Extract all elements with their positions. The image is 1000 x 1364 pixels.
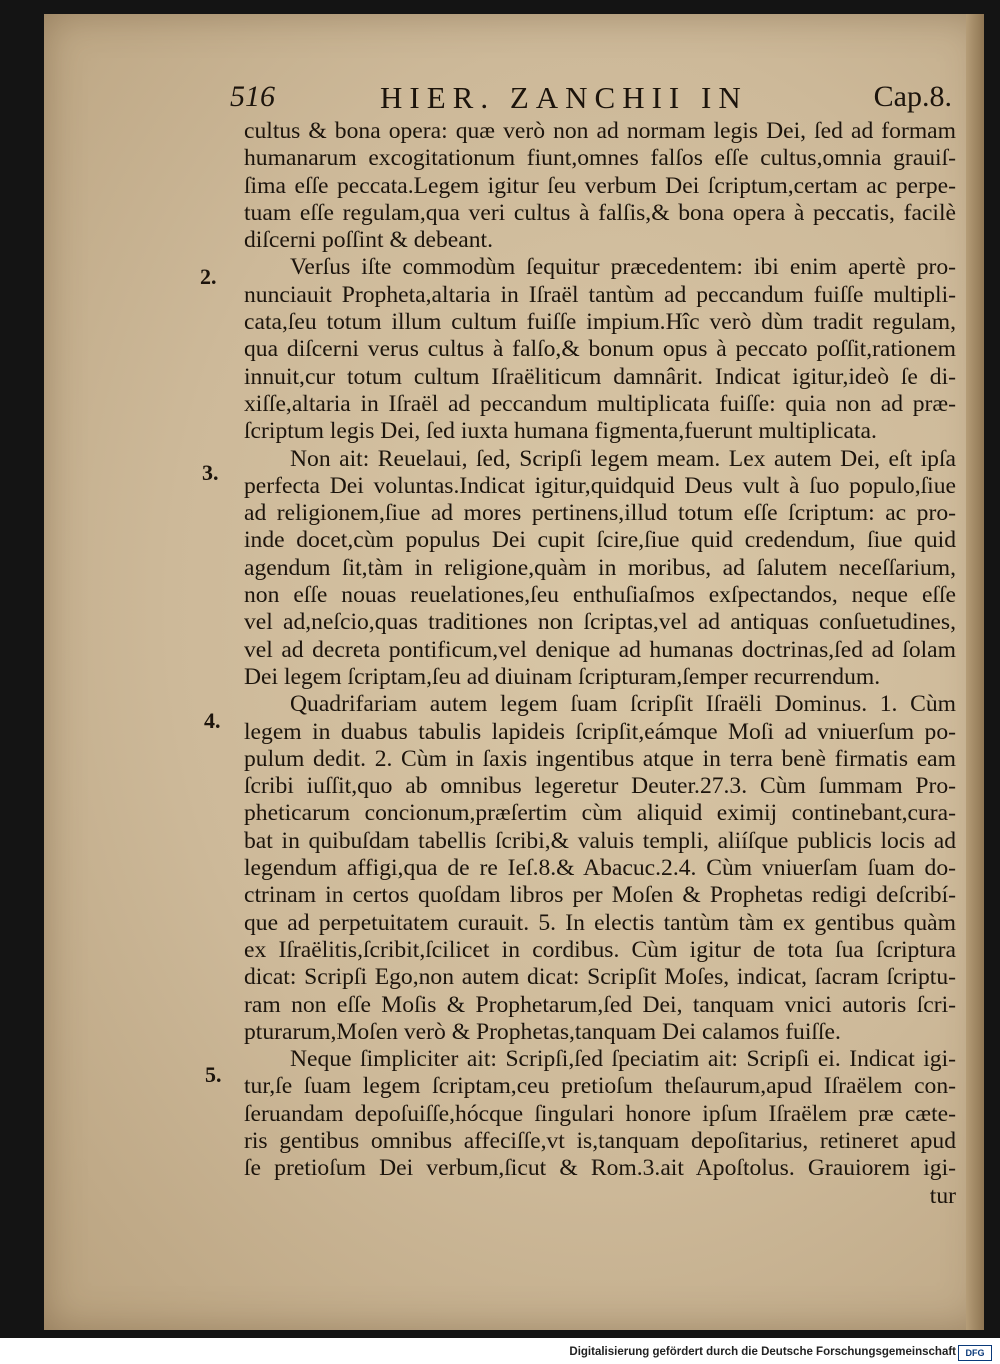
- text-line: ſe pretioſum Dei verbum,ſicut & Rom.3.ait Apoſtolus. Grauiorem igi-: [244, 1155, 956, 1182]
- running-title: HIER. ZANCHII IN: [380, 80, 748, 115]
- text-line: bat in quibuſdam tabellis ſcribi,& valuis templi, aliíſque publicis locis ad: [244, 827, 956, 854]
- text-line: qua diſcerni verus cultus à falſo,& bonum opus à peccato poſſit,rationem: [244, 336, 956, 363]
- text-line: ex Iſraëlitis,ſcribit,ſcilicet in cordibus. Cùm igitur de tota ſua ſcriptura: [244, 936, 956, 963]
- margin-number: 2.: [200, 264, 217, 289]
- text-line: ſima eſſe peccata.Legem igitur ſeu verbum Dei ſcriptum,certam ac perpe-: [244, 172, 956, 199]
- text-line: perfecta Dei voluntas.Indicat igitur,quidquid Deus vult à ſuo populo,ſiue: [244, 472, 956, 499]
- margin-number: 4.: [204, 708, 221, 733]
- text-line: dicat: Scripſi Ego,non autem dicat: Scripſit Moſes, indicat, ſacram ſcriptu-: [244, 964, 956, 991]
- text-line: que ad perpetuitatem curauit. 5. In electis tantùm tàm ex gentibus quàm: [244, 909, 956, 936]
- footer-credit: Digitalisierung gefördert durch die Deutsche Forschungsgemeinschaft: [569, 1346, 956, 1358]
- page-edge: [966, 14, 984, 1330]
- text-line: tur,ſe ſuam legem ſcriptam,ceu pretioſum theſaurum,apud Iſraëlem con-: [244, 1073, 956, 1100]
- text-line: legendum affigi,qua de re Ieſ.8.& Abacuc.2.4. Cùm vniuerſam ſuam do-: [244, 855, 956, 882]
- text-line: nunciauit Propheta,altaria in Iſraël tantùm ad peccandum fuiſſe multipli-: [244, 281, 956, 308]
- body-text: [244, 118, 956, 1210]
- text-line: vel ad decreta pontificum,vel denique ad humanas doctrinas,ſed ad ſolam: [244, 636, 956, 663]
- text-line: ram non eſſe Moſis & Prophetarum,ſed Dei, tanquam vnici autoris ſcri-: [244, 991, 956, 1018]
- text-line: Dei legem ſcriptam,ſeu ad diuinam ſcripturam,ſemper recurrendum.: [244, 663, 881, 690]
- text-line: vel ad,neſcio,quas traditiones non ſcriptas,vel ad antiquas conſuetudines,: [244, 609, 956, 636]
- text-line: ſeruandam depoſuiſſe,hócque ſingulari honore ipſum Iſraëlem præ cæte-: [244, 1100, 956, 1127]
- text-line: pturarum,Moſen verò & Prophetas,tanquam Dei calamos fuiſſe.: [244, 1018, 841, 1045]
- page-header: [230, 80, 960, 120]
- chapter-label: Cap.8.: [873, 80, 952, 113]
- text-line: ris gentibus omnibus affeciſſe,vt is,tanquam depoſitarius, retineret apud: [244, 1127, 956, 1154]
- text-line: Quadrifariam autem legem ſuam ſcripſit Iſraëli Dominus. 1. Cùm: [290, 691, 956, 718]
- text-line: innuit,cur totum cultum Iſraëliticum damnârit. Indicat igitur,ideò ſe di-: [244, 363, 956, 390]
- dfg-logo-icon: DFG: [958, 1345, 992, 1361]
- text-line: humanarum excogitationum fiunt,omnes falſos eſſe cultus,omnia grauiſ-: [244, 145, 956, 172]
- text-line: legem in duabus tabulis lapideis ſcripſit,eámque Moſi ad vniuerſum po-: [244, 718, 956, 745]
- text-line: inde docet,cùm populus Dei cupit ſcire,ſiue quid credendum, ſiue quid: [244, 527, 956, 554]
- text-line: non eſſe nouas reuelationes,ſeu enthuſiaſmos exſpectandos, neque eſſe: [244, 582, 956, 609]
- text-line: pheticarum concionum,præſertim cùm aliquid eximij continebant,cura-: [244, 800, 956, 827]
- text-line: ſcribi iuſſit,quo ab omnibus legeretur Deuter.27.3. Cùm ſummam Pro-: [244, 773, 956, 800]
- margin-number: 5.: [205, 1062, 222, 1087]
- text-line: ad religionem,ſiue ad mores pertinens,illud totum eſſe ſcriptum: ac pro-: [244, 500, 956, 527]
- page-number: 516: [230, 80, 275, 113]
- margin-number: 3.: [202, 460, 219, 485]
- text-line: diſcerni poſſint & debeant.: [244, 227, 493, 254]
- text-line: xiſſe,altaria in Iſraël ad peccandum multiplicata fuiſſe: quia non ad præ-: [244, 390, 956, 417]
- text-line: agendum ſit,tàm in religione,quàm in moribus, ad ſalutem neceſſarium,: [244, 554, 956, 581]
- text-line: ctrinam in certos quoſdam libros per Moſen & Prophetas redigi deſcribí-: [244, 882, 956, 909]
- catchword: tur: [929, 1182, 956, 1209]
- text-line: cata,ſeu totum illum cultum fuiſſe impium.Hîc verò dùm tradit regulam,: [244, 309, 956, 336]
- text-line: Non ait: Reuelaui, ſed, Scripſi legem meam. Lex autem Dei, eſt ipſa: [290, 445, 956, 472]
- text-line: cultus & bona opera: quæ verò non ad normam legis Dei, ſed ad formam: [244, 118, 956, 144]
- text-line: ſcriptum legis Dei, ſed iuxta humana figmenta,fuerunt multiplicata.: [244, 418, 877, 445]
- text-line: tuam eſſe regulam,qua veri cultus à falſis,& bona opera à peccatis, facilè: [244, 199, 956, 226]
- text-line: Verſus iſte commodùm ſequitur præcedentem: ibi enim apertè pro-: [290, 254, 956, 281]
- text-line: pulum dedit. 2. Cùm in ſaxis ingentibus atque in terra benè firmatis eam: [244, 745, 956, 772]
- text-line: Neque ſimpliciter ait: Scripſi,ſed ſpeciatim ait: Scripſi ei. Indicat igi-: [290, 1046, 956, 1073]
